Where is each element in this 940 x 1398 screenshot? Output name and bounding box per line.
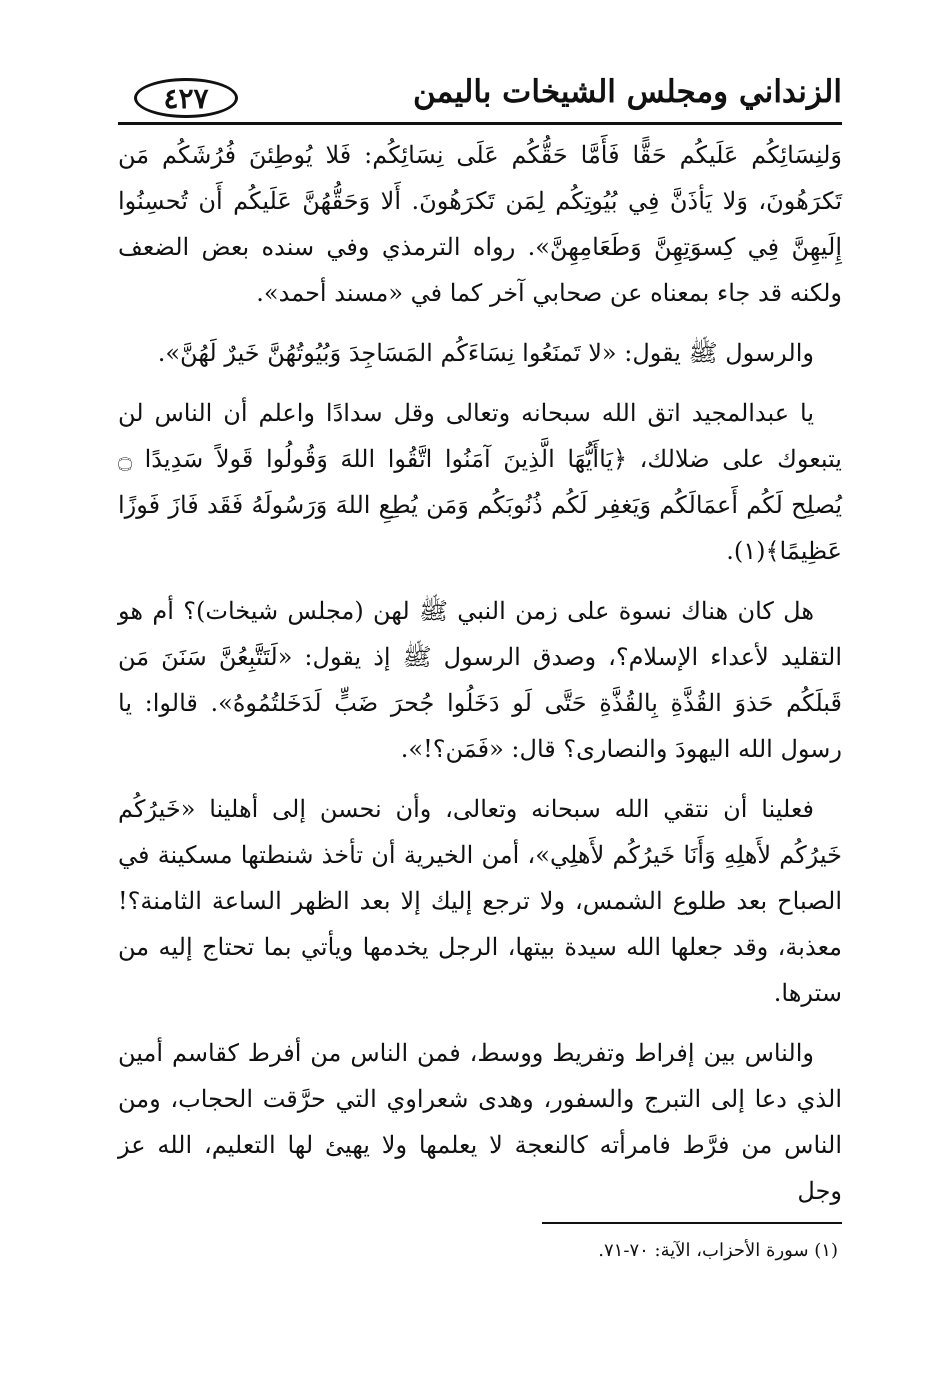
- footnote: (١) سورة الأحزاب، الآية: ٧٠-٧١.: [598, 1240, 838, 1261]
- paragraph: يا عبدالمجيد اتق الله سبحانه وتعالى وقل سدادًا واعلم أن الناس لن يتبعوك على ضلالك، ﴿يَاأَيُّهَا الَّذِينَ آمَنُوا اتَّقُوا اللهَ وَقُولُوا قَولاً سَدِيدًا ۝ يُصلِح لَكُم أَعمَالَكُم وَيَغفِر لَكُم ذُنُوبَكُم وَمَن يُطِعِ اللهَ وَرَسُولَهُ فَقَد فَازَ فَوزًا عَظِيمًا﴾(١).: [118, 399, 842, 565]
- paragraph: وَلنِسَائِكُم عَلَيكُم حَقًّا فَأَمَّا حَقُّكُم عَلَى نِسَائِكُم: فَلا يُوطِئنَ فُرُشَكُم مَن تَكرَهُونَ، وَلا يَأذَنَّ فِي بُيُوتِكُم لِمَن تَكرَهُونَ. أَلا وَحَقُّهُنَّ عَلَيكُم أَن تُحسِنُوا إِلَيهِنَّ فِي كِسوَتِهِنَّ وَطَعَامِهِنَّ». رواه الترمذي وفي سنده بعض الضعف ولكنه قد جاء بمعناه عن صحابي آخر كما في «مسند أحمد».: [118, 141, 843, 307]
- page-header: [118, 70, 842, 126]
- paragraph: والناس بين إفراط وتفريط ووسط، فمن الناس من أفرط كقاسم أمين الذي دعا إلى التبرج والسفور، وهدى شعراوي التي حرَّقت الحجاب، ومن الناس من فرَّط فامرأته كالنعجة لا يعلمها ولا يهيئ لها التعليم، الله عز وجل: [118, 1039, 842, 1205]
- paragraph: هل كان هناك نسوة على زمن النبي ﷺ لهن (مجلس شيخات)؟ أم هو التقليد لأعداء الإسلام؟، وصدق الرسول ﷺ إذ يقول: «لَتَتَّبِعُنَّ سَنَنَ مَن قَبلَكُم حَذوَ القُذَّةِ بِالقُذَّةِ حَتَّى لَو دَخَلُوا جُحرَ ضَبٍّ لَدَخَلتُمُوهُ». قالوا: يا رسول الله اليهودَ والنصارى؟ قال: «فَمَن؟!».: [118, 597, 842, 763]
- footnote-rule: [542, 1222, 842, 1224]
- page-number-badge: ٤٢٧: [134, 78, 238, 118]
- body-text: [118, 132, 842, 1214]
- footnote-area: [118, 1222, 842, 1264]
- header-rule: [118, 122, 842, 125]
- paragraph: والرسول ﷺ يقول: «لا تَمنَعُوا نِسَاءَكُم المَسَاجِدَ وَبُيُوتُهُنَّ خَيرٌ لَهُنَّ».: [157, 339, 814, 367]
- paragraph: فعلينا أن نتقي الله سبحانه وتعالى، وأن نحسن إلى أهلينا «خَيرُكُم خَيرُكُم لأَهلِهِ وَأَنَا خَيرُكُم لأَهلِي»، أمن الخيرية أن تأخذ شنطتها مسكينة في الصباح بعد طلوع الشمس، ولا ترجع إليك إلا بعد الظهر الساعة الثامنة؟! معذبة، وقد جعلها الله سيدة بيتها، الرجل يخدمها ويأتي بما تحتاج إليه من سترها.: [118, 795, 842, 1007]
- book-page: [118, 70, 842, 1330]
- running-title: الزنداني ومجلس الشيخات باليمن: [413, 74, 842, 110]
